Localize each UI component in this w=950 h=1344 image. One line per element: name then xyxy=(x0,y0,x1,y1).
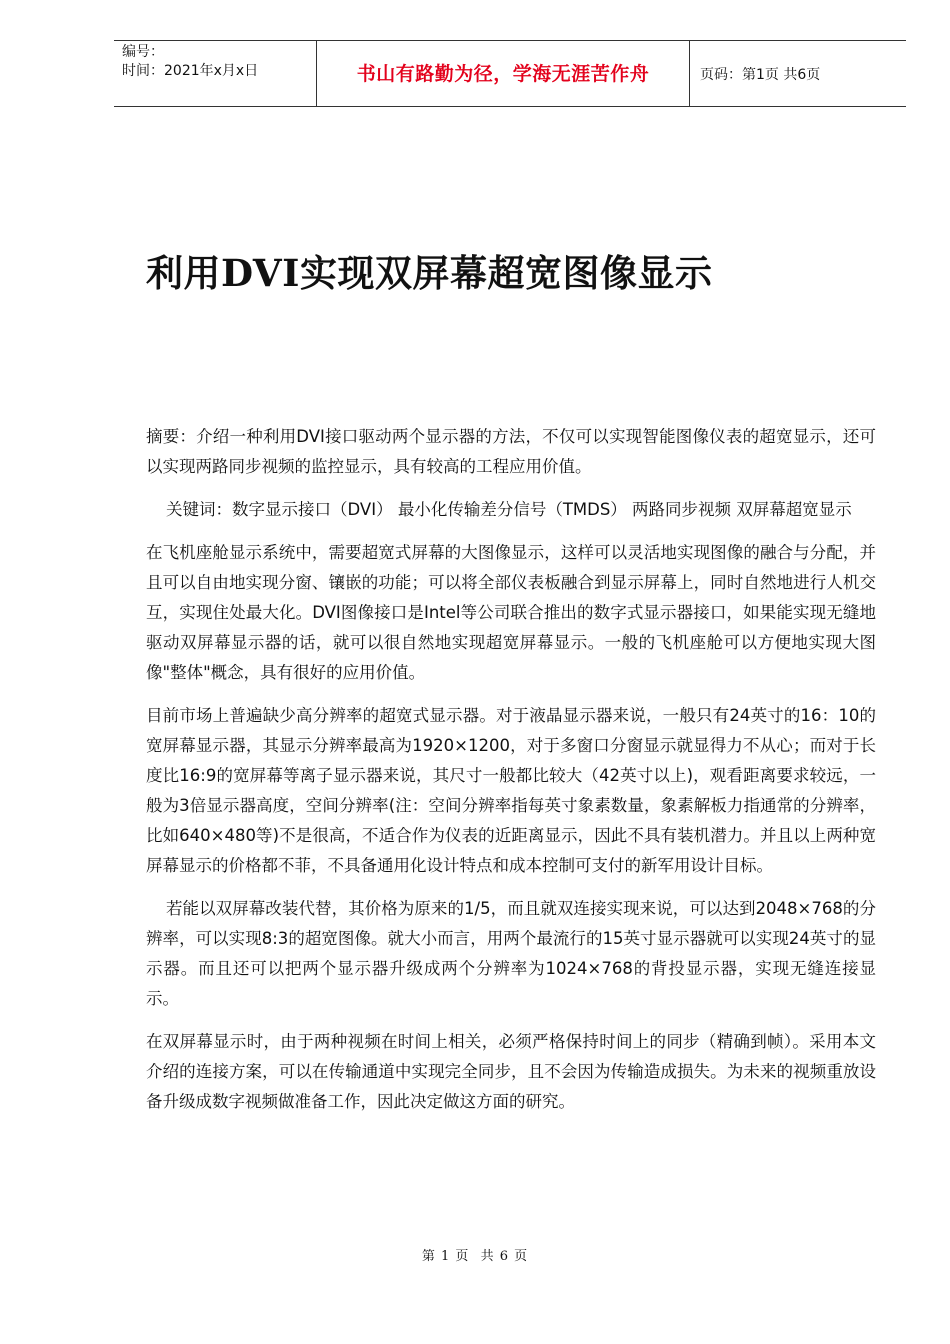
footer-total-pages: 共 6 页 xyxy=(480,1249,529,1264)
body-paragraph: 在双屏幕显示时，由于两种视频在时间上相关，必须严格保持时间上的同步（精确到帧）。采用本文介绍的连接方案，可以在传输通道中实现完全同步，且不会因为传输造成损失。为未来的视频重放设备升级成数字视频做准备工作，因此决定做这方面的研究。 xyxy=(146,1032,876,1111)
page-footer xyxy=(0,1245,950,1264)
document-title: 利用DVI实现双屏幕超宽图像显示 xyxy=(146,251,713,295)
serial-label: 编号： xyxy=(122,44,164,60)
body-paragraph: 在飞机座舱显示系统中，需要超宽式屏幕的大图像显示，这样可以灵活地实现图像的融合与分配，并且可以自由地实现分窗、镶嵌的功能；可以将全部仪表板融合到显示屏幕上，同时自然地进行人机交互，实现住处最大化。DVI图像接口是Intel等公司联合推出的数字式显示器接口，如果能实现无缝地驱动双屏幕显示器的话，就可以很自然地实现超宽屏幕显示。一般的飞机座舱可以方便地实现大图像"整体"概念，具有很好的应用价值。 xyxy=(146,543,876,682)
time-label: 时间：2021年x月x日 xyxy=(122,63,259,79)
header-meta xyxy=(114,41,316,107)
footer-page-number: 第 1 页 xyxy=(421,1249,470,1264)
header-motto: 书山有路勤为径，学海无涯苦作舟 xyxy=(316,41,690,107)
abstract-paragraph: 摘要：介绍一种利用DVI接口驱动两个显示器的方法，不仅可以实现智能图像仪表的超宽显示，还可以实现两路同步视频的监控显示，具有较高的工程应用价值。 xyxy=(146,427,876,476)
body-paragraph: 目前市场上普遍缺少高分辨率的超宽式显示器。对于液晶显示器来说，一般只有24英寸的16：10的宽屏幕显示器，其显示分辨率最高为1920×1200，对于多窗口分窗显示就显得力不从心；而对于长度比16:9的宽屏幕等离子显示器来说，其尺寸一般都比较大（42英寸以上)，观看距离要求较远，一般为3倍显示器高度，空间分辨率(注：空间分辨率指每英寸象素数量，象素解板力指通常的分辨率，比如640×480等)不是很高，不适合作为仪表的近距离显示，因此不具有装机潜力。并且以上两种宽屏幕显示的价格都不菲，不具备通用化设计特点和成本控制可支付的新军用设计目标。 xyxy=(146,706,876,875)
document-body xyxy=(146,422,876,1130)
header-page-info: 页码：第1页 共6页 xyxy=(700,67,821,83)
keywords-paragraph: 关键词：数字显示接口（DVI） 最小化传输差分信号（TMDS） 两路同步视频 双屏幕超宽显示 xyxy=(166,500,852,519)
body-paragraph: 若能以双屏幕改装代替，其价格为原来的1/5，而且就双连接实现来说，可以达到2048×768的分辨率，可以实现8:3的超宽图像。就大小而言，用两个最流行的15英寸显示器就可以实现24英寸的显示器。而且还可以把两个显示器升级成两个分辨率为1024×768的背投显示器，实现无缝连接显示。 xyxy=(146,899,876,1008)
page-header xyxy=(114,40,906,107)
